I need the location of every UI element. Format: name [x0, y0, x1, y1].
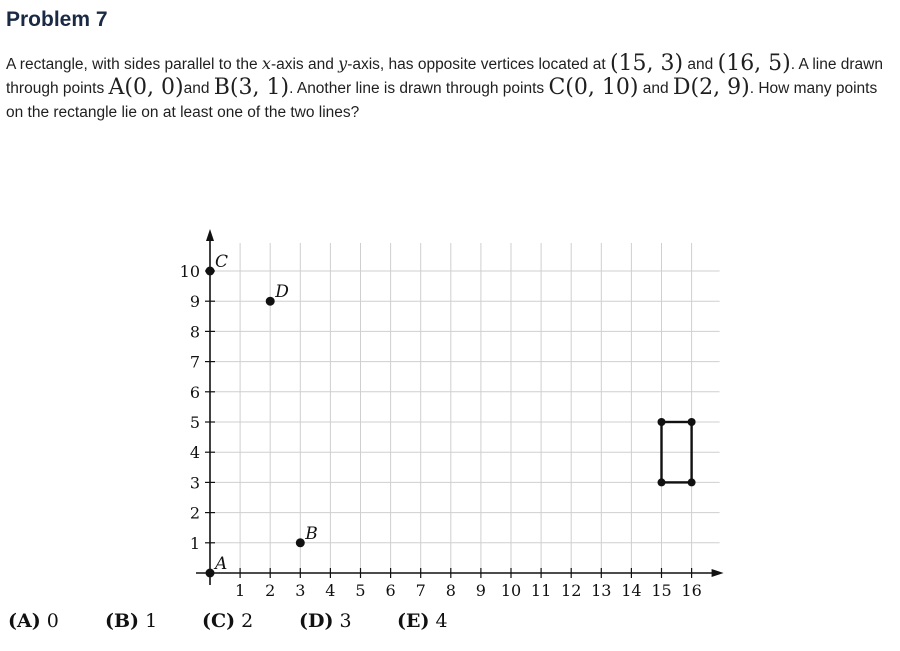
choice-a[interactable] — [8, 610, 59, 632]
problem-text: . Another line is drawn through points — [289, 80, 549, 97]
point-label-d: D — [275, 282, 289, 303]
choice-letter: (E) — [397, 610, 430, 632]
problem-text: . How many points on the rectangle lie on at least one of the two lines? — [6, 80, 878, 121]
y-tick-label: 4 — [189, 443, 200, 463]
rectangle-vertex — [688, 418, 696, 426]
y-tick-label: 2 — [189, 503, 200, 523]
problem-title: Problem 7 — [6, 8, 108, 31]
x-tick-label: 11 — [530, 581, 552, 600]
choice-d[interactable] — [299, 610, 352, 632]
problem-text: and — [183, 80, 214, 97]
point-a — [206, 569, 215, 578]
choice-value: 1 — [145, 610, 158, 632]
math-vertex-2: (16, 5) — [717, 51, 791, 76]
problem-text: -axis and — [270, 56, 339, 73]
point-b — [296, 538, 305, 547]
x-tick-label: 10 — [500, 581, 522, 600]
math-x: x — [261, 54, 271, 73]
y-tick-label: 1 — [189, 533, 200, 553]
x-tick-label: 1 — [235, 581, 246, 600]
x-tick-label: 15 — [651, 581, 672, 600]
x-tick-label: 3 — [295, 581, 306, 600]
point-c — [206, 267, 215, 276]
choice-value: 3 — [339, 610, 352, 632]
rectangle-vertex — [688, 478, 696, 486]
y-tick-label: 5 — [189, 413, 200, 432]
problem-text: and — [683, 56, 718, 73]
math-y: y — [338, 54, 348, 73]
x-tick-label: 16 — [681, 581, 702, 600]
choice-letter: (C) — [202, 610, 236, 632]
x-tick-label: 14 — [621, 581, 642, 600]
x-axis-arrow-icon — [712, 569, 724, 577]
problem-text: -axis, has opposite vertices located at — [347, 56, 610, 73]
point-d — [266, 297, 275, 306]
y-tick-label: 3 — [189, 473, 200, 493]
choice-letter: (B) — [105, 610, 140, 632]
math-point-d: D(2, 9) — [672, 75, 750, 100]
choice-e[interactable] — [397, 610, 448, 632]
x-tick-label: 6 — [385, 581, 396, 600]
y-tick-label: 10 — [179, 262, 200, 281]
x-tick-label: 5 — [355, 581, 366, 600]
x-tick-label: 7 — [415, 581, 426, 600]
x-tick-label: 8 — [445, 581, 456, 600]
math-vertex-1: (15, 3) — [609, 51, 684, 76]
problem-text: and — [638, 80, 673, 97]
rectangle-vertex — [658, 418, 666, 426]
point-label-c: C — [215, 252, 229, 272]
x-tick-label: 4 — [325, 581, 336, 600]
y-axis-arrow-icon — [206, 229, 214, 241]
x-tick-label: 12 — [561, 581, 582, 600]
choice-c[interactable] — [202, 610, 253, 632]
math-point-a: A(0, 0) — [108, 75, 184, 100]
problem-text: A rectangle, with sides parallel to the — [6, 56, 262, 73]
y-tick-label: 8 — [189, 322, 200, 342]
point-label-b: B — [305, 523, 318, 544]
y-tick-label: 6 — [189, 382, 200, 402]
x-tick-label: 2 — [265, 581, 276, 600]
x-tick-label: 9 — [475, 581, 486, 600]
rectangle-vertex — [658, 478, 666, 486]
choice-b[interactable] — [105, 610, 157, 632]
problem-text: . A line drawn through points — [6, 56, 883, 97]
math-point-b: B(3, 1) — [213, 75, 290, 100]
choice-letter: (A) — [8, 610, 41, 632]
y-tick-label: 9 — [189, 292, 200, 312]
choice-value: 4 — [435, 610, 448, 632]
point-label-a: A — [215, 554, 228, 574]
choice-value: 0 — [46, 610, 59, 632]
y-tick-label: 7 — [189, 352, 200, 372]
choice-value: 2 — [241, 610, 254, 632]
math-point-c: C(0, 10) — [548, 75, 639, 100]
choice-letter: (D) — [299, 610, 334, 632]
x-tick-label: 13 — [591, 581, 612, 600]
